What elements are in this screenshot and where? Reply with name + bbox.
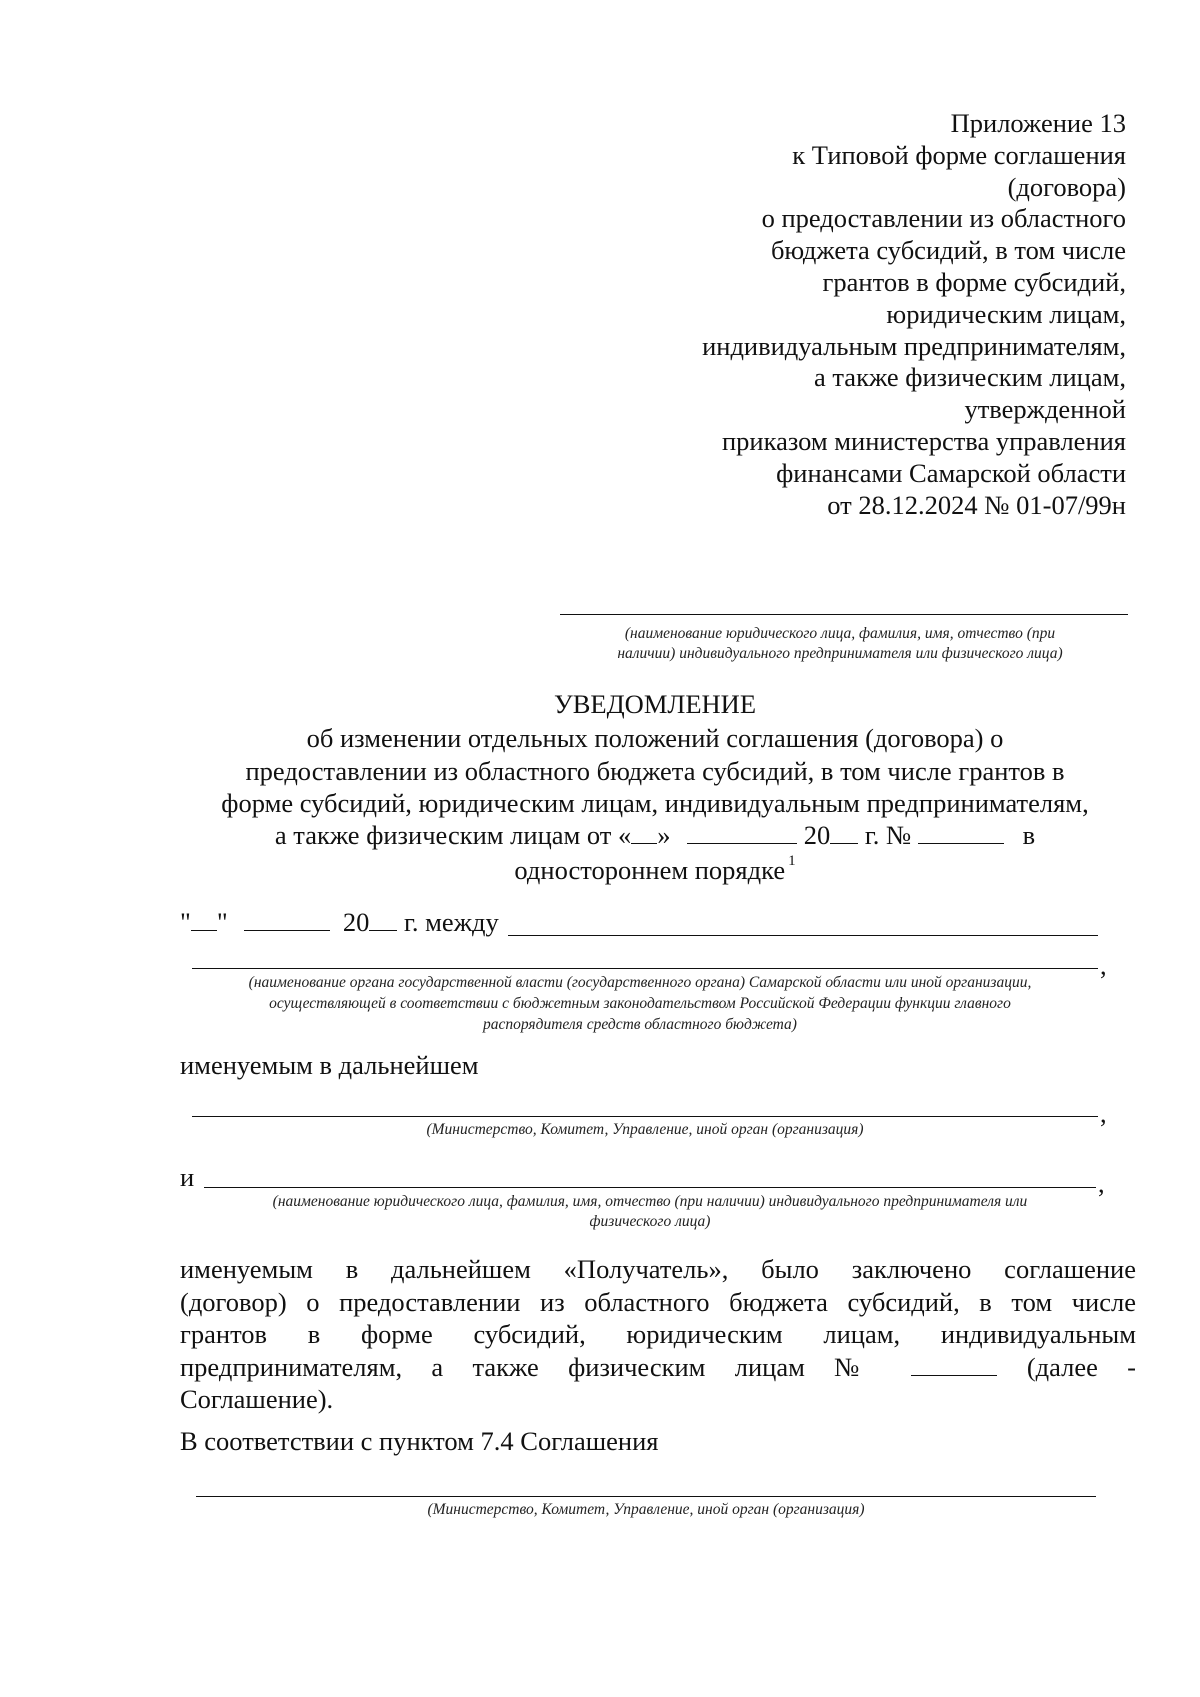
appendix-line: а также физическим лицам, xyxy=(814,362,1126,393)
appendix-line: к Типовой форме соглашения xyxy=(792,139,1126,170)
ministry-caption: (Министерство, Комитет, Управление, иной орган (организация) xyxy=(426,1121,864,1138)
appendix-line: утвержденной xyxy=(964,394,1126,425)
body-line: предпринимателям, а также физическим лицам № (далее - xyxy=(180,1351,1136,1382)
day-blank[interactable] xyxy=(631,821,657,844)
appendix-line: грантов в форме субсидий, xyxy=(822,266,1126,297)
entity-blank-line[interactable] xyxy=(204,1187,1096,1188)
body-line: именуемым в дальнейшем «Получатель», было заключено соглашение xyxy=(180,1254,1136,1284)
ministry-blank-line[interactable] xyxy=(192,1116,1098,1117)
month-blank[interactable] xyxy=(687,821,797,844)
title-date-line: а также физическим лицам от « » 20 г. № в xyxy=(274,820,1036,850)
comma: , xyxy=(1098,1168,1105,1198)
authority-blank-line[interactable] xyxy=(508,935,1098,936)
body-line: Соглашение). xyxy=(180,1384,334,1414)
appendix-line: приказом министерства управления xyxy=(721,425,1126,456)
agreement-number-blank[interactable] xyxy=(911,1353,997,1376)
ministry-caption-2: (Министерство, Комитет, Управление, иной орган (организация) xyxy=(427,1501,865,1518)
appendix-line: Приложение 13 xyxy=(950,108,1126,138)
title-line: об изменении отдельных положений соглашения (договора) о xyxy=(306,723,1004,753)
body-line: (договор) о предоставлении из областного бюджета субсидий, в том числе xyxy=(180,1286,1136,1317)
appendix-line: от 28.12.2024 № 01-07/99н xyxy=(827,489,1126,520)
authority-blank-line-2[interactable] xyxy=(192,968,1098,969)
title-line: одностороннем порядке $^1$ xyxy=(514,853,796,885)
appendix-header xyxy=(560,108,1126,521)
recipient-caption: (наименование юридического лица, фамилия, имя, отчество (при наличии) индивидуального предпринимателя или физического лица) xyxy=(617,625,1063,662)
date-between-row: " " 20 г. между xyxy=(180,907,499,937)
month-blank[interactable] xyxy=(244,908,330,931)
appendix-line: о предоставлении из областного xyxy=(761,203,1126,234)
authority-caption: (наименование органа государственной власти (государственного органа) Самарской области или иной организации, осуществляющей в соответствии с бюджетным законодательством Российской Федерации функции главного распорядителя средств областного бюджета) xyxy=(248,974,1032,1033)
hereinafter-label: именуемым в дальнейшем xyxy=(180,1050,479,1080)
body-line: грантов в форме субсидий, юридическим лицам, индивидуальным xyxy=(180,1319,1136,1349)
year-blank[interactable] xyxy=(830,821,858,844)
appendix-line: финансами Самарской области xyxy=(776,457,1126,488)
appendix-line: бюджета субсидий, в том числе xyxy=(770,235,1126,266)
body-paragraph xyxy=(180,1253,1136,1416)
number-blank[interactable] xyxy=(918,821,1004,844)
title-line: предоставлении из областного бюджета субсидий, в том числе грантов в xyxy=(245,756,1065,786)
entity-caption: (наименование юридического лица, фамилия, имя, отчество (при наличии) индивидуального предпринимателя или физического лица) xyxy=(272,1193,1028,1230)
notice-heading: УВЕДОМЛЕНИЕ xyxy=(553,689,757,719)
appendix-line: (договора) xyxy=(1007,171,1126,202)
day-blank[interactable] xyxy=(191,908,217,931)
appendix-line: юридическим лицам, xyxy=(886,298,1126,329)
comma: , xyxy=(1100,950,1107,980)
ministry-blank-line-2[interactable] xyxy=(196,1496,1096,1497)
title-line: форме субсидий, юридическим лицам, индивидуальным предпринимателям, xyxy=(221,788,1089,818)
according-line: В соответствии с пунктом 7.4 Соглашения xyxy=(180,1426,659,1456)
appendix-line: индивидуальным предпринимателям, xyxy=(702,330,1126,361)
comma: , xyxy=(1100,1098,1107,1128)
footnote-mark: 1 xyxy=(788,853,796,869)
and-word: и xyxy=(180,1162,195,1192)
year-blank[interactable] xyxy=(369,908,397,931)
recipient-blank-line[interactable] xyxy=(560,614,1128,615)
